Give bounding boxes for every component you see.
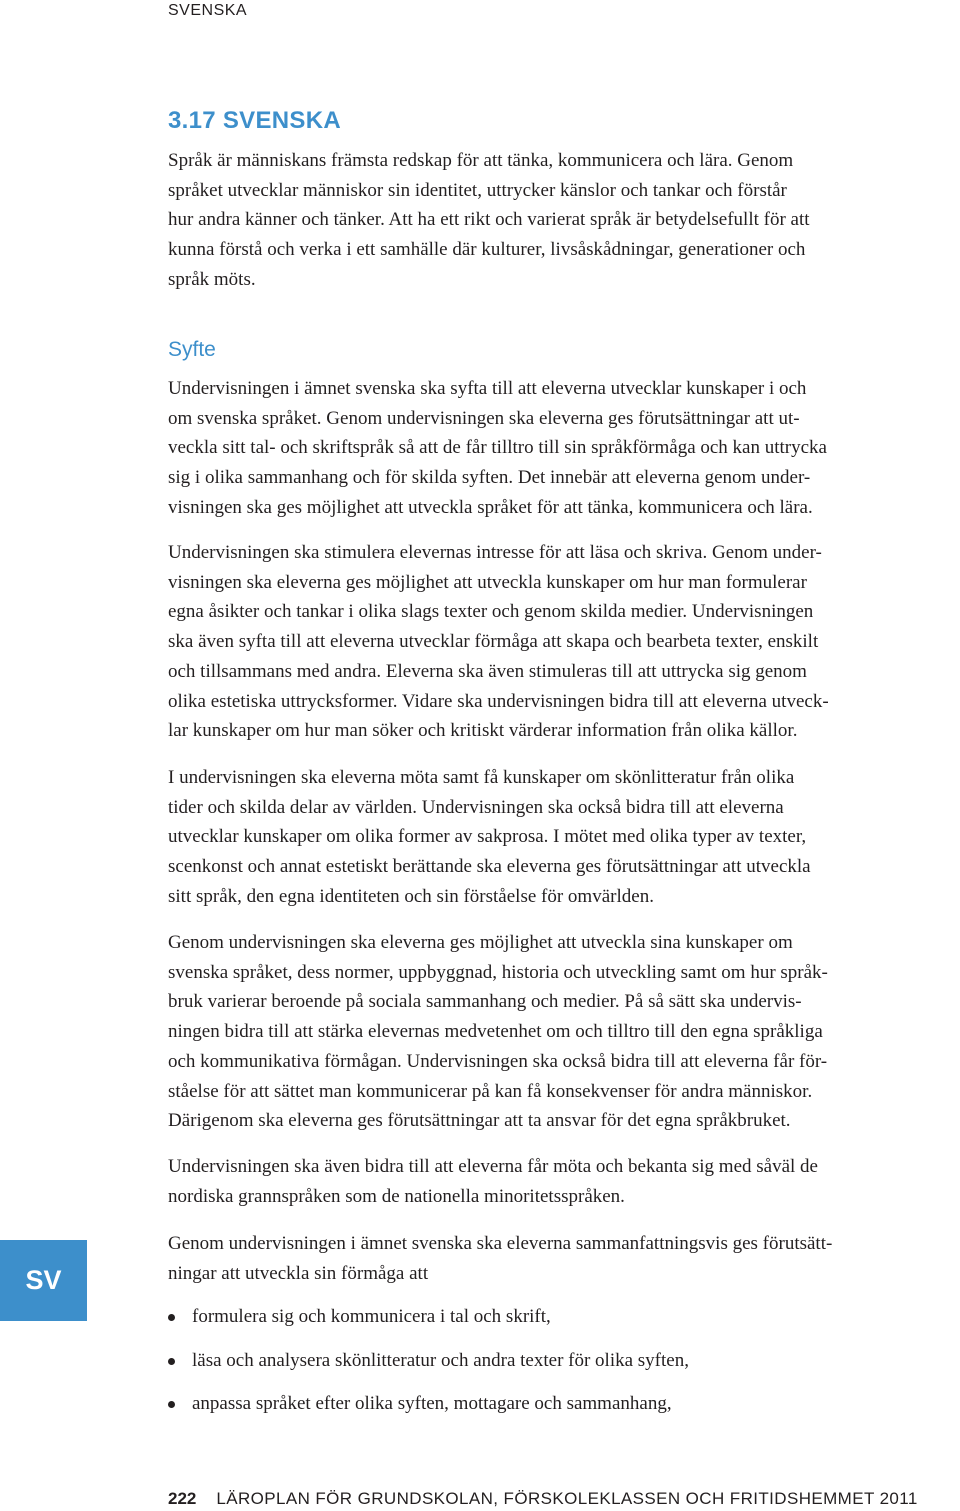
text-line: Genom undervisningen i ämnet svenska ska eleverna sammanfattningsvis ges förutsätt- <box>168 1233 833 1254</box>
text-line: ståelse för att sättet man kommunicerar på kan få konsekvenser för andra människor. <box>168 1080 813 1102</box>
chapter-title: 3.17 SVENSKA <box>168 107 342 134</box>
running-header: SVENSKA <box>168 2 248 19</box>
bullet-icon <box>168 1358 175 1365</box>
subject-side-tab <box>0 1240 87 1321</box>
text-line: sitt språk, den egna identiteten och sin förståelse för omvärlden. <box>168 885 654 907</box>
list-item-text: anpassa språket efter olika syften, mottagare och sammanhang, <box>192 1393 672 1414</box>
page-number: 222 <box>168 1489 197 1508</box>
section-heading-syfte: Syfte <box>168 338 216 361</box>
text-line: sig i olika sammanhang och för skilda syften. Det innebär att eleverna genom under- <box>168 467 811 489</box>
text-line: ningen bidra till att stärka elevernas medvetenhet om och tilltro till den egna språkliga <box>168 1021 823 1043</box>
aims-bullet-list <box>168 1302 689 1433</box>
text-line: ska även syfta till att eleverna utvecklar förmåga att skapa och bearbeta texter, enskilt <box>168 631 819 653</box>
text-line: om svenska språket. Genom undervisningen ska eleverna ges förutsättningar att ut- <box>168 407 800 429</box>
list-item <box>168 1346 689 1390</box>
bullet-icon <box>168 1314 175 1321</box>
text-line: olika estetiska uttrycksformer. Vidare ska undervisningen bidra till att eleverna utveck- <box>168 690 829 712</box>
text-line: bruk varierar beroende på sociala sammanhang och medier. På så sätt ska undervis- <box>168 991 802 1013</box>
text-line: visningen ska eleverna ges möjlighet att utveckla kunskaper om hur man formulerar <box>168 571 807 593</box>
text-line: utvecklar kunskaper om olika former av sakprosa. I mötet med olika typer av texter, <box>168 826 807 848</box>
list-item-text: läsa och analysera skönlitteratur och andra texter för olika syften, <box>192 1349 689 1371</box>
text-line: och tillsammans med andra. Eleverna ska även stimuleras till att uttrycka sig genom <box>168 660 807 682</box>
syfte-paragraph-5 <box>168 1152 818 1211</box>
text-line: svenska språket, dess normer, uppbyggnad, historia och utveckling samt om hur språk- <box>168 961 828 983</box>
intro-paragraph <box>168 146 810 295</box>
syfte-paragraph-1 <box>168 374 827 523</box>
syfte-paragraph-3 <box>168 763 811 912</box>
list-item <box>168 1389 689 1433</box>
text-line: Språk är människans främsta redskap för att tänka, kommunicera och lära. Genom <box>168 150 794 171</box>
footer-title: LÄROPLAN FÖR GRUNDSKOLAN, FÖRSKOLEKLASSEN OCH FRITIDSHEMMET 2011 <box>216 1489 918 1508</box>
list-item-text: formulera sig och kommunicera i tal och skrift, <box>192 1306 551 1327</box>
text-line: veckla sitt tal- och skriftspråk så att de får tilltro till sin språkförmåga och kan uttrycka <box>168 437 827 459</box>
text-line: egna åsikter och tankar i olika slags texter och genom skilda medier. Undervisningen <box>168 601 814 623</box>
syfte-paragraph-4 <box>168 928 828 1136</box>
text-line: Därigenom ska eleverna ges förutsättningar att ta ansvar för det egna språkbruket. <box>168 1110 791 1132</box>
list-item <box>168 1302 689 1346</box>
subject-tab-label: SV <box>25 1265 62 1295</box>
text-line: ningar att utveckla sin förmåga att <box>168 1262 429 1284</box>
text-line: tider och skilda delar av världen. Undervisningen ska också bidra till att eleverna <box>168 796 784 818</box>
text-line: nordiska grannspråken som de nationella minoritetsspråken. <box>168 1185 625 1207</box>
text-line: språket utvecklar människor sin identitet, uttrycker känslor och tankar och förstår <box>168 179 787 201</box>
text-line: lar kunskaper om hur man söker och kritiskt värderar information från olika källor. <box>168 720 798 742</box>
text-line: scenkonst och annat estetiskt berättande ska eleverna ges förutsättningar att utveckla <box>168 856 811 878</box>
syfte-paragraph-6 <box>168 1229 832 1288</box>
text-line: Genom undervisningen ska eleverna ges möjlighet att utveckla sina kunskaper om <box>168 932 793 953</box>
syfte-paragraph-2 <box>168 538 829 746</box>
text-line: I undervisningen ska eleverna möta samt få kunskaper om skönlitteratur från olika <box>168 767 795 788</box>
text-line: kunna förstå och verka i ett samhälle där kulturer, livsåskådningar, generationer och <box>168 239 806 261</box>
text-line: språk möts. <box>168 268 256 290</box>
text-line: och kommunikativa förmågan. Undervisningen ska också bidra till att eleverna får för- <box>168 1050 828 1072</box>
text-line: visningen ska ges möjlighet att utveckla språket för att tänka, kommunicera och lära. <box>168 496 813 518</box>
page-footer <box>168 1489 918 1509</box>
text-line: Undervisningen i ämnet svenska ska syfta till att eleverna utvecklar kunskaper i och <box>168 378 807 399</box>
bullet-icon <box>168 1401 175 1408</box>
text-line: Undervisningen ska stimulera elevernas intresse för att läsa och skriva. Genom under- <box>168 542 822 563</box>
text-line: Undervisningen ska även bidra till att eleverna får möta och bekanta sig med såväl de <box>168 1156 818 1177</box>
text-line: hur andra känner och tänker. Att ha ett rikt och varierat språk är betydelsefullt för att <box>168 209 810 231</box>
